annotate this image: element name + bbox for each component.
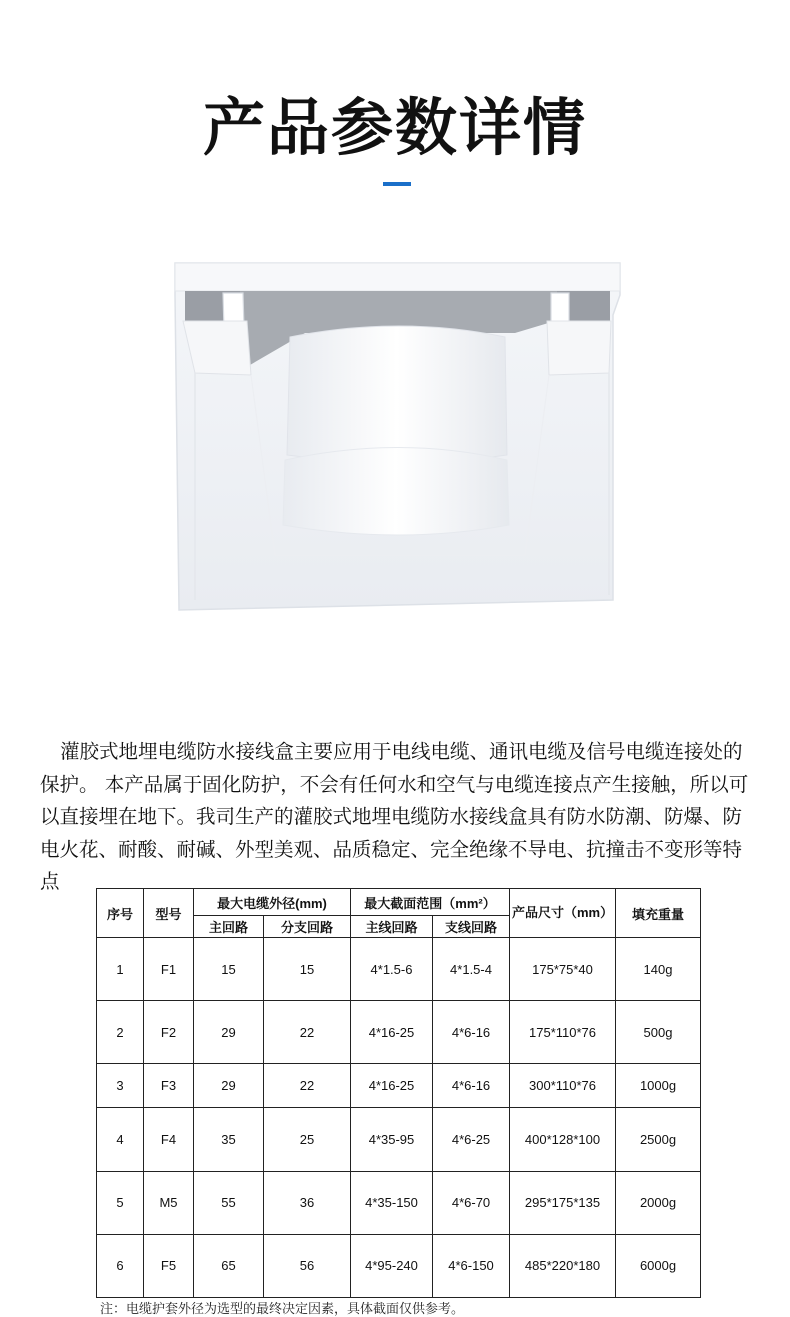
cell-model: F4 [144, 1108, 194, 1171]
product-description: 灌胶式地埋电缆防水接线盒主要应用于电线电缆、通讯电缆及信号电缆连接处的保护。 本产品属于固化防护，不会有任何水和空气与电缆连接点产生接触，所以可以直接埋在地下。我司生产的灌胶式地埋电缆防水接线盒具有防水防潮、防爆、防电火花、耐酸、耐碱、外型美观、品质稳定、完全绝缘不导电、抗撞击不变形等特点 [40, 740, 749, 893]
cell-weight: 500g [616, 1001, 701, 1064]
title-underline [383, 182, 411, 186]
cell-weight: 140g [616, 938, 701, 1001]
cell-branch-line: 4*6-150 [433, 1234, 510, 1297]
cell-model: F5 [144, 1234, 194, 1297]
cell-model: F3 [144, 1064, 194, 1108]
cell-index: 3 [97, 1064, 144, 1108]
cell-branch-line: 4*6-16 [433, 1064, 510, 1108]
header-max-section: 最大截面范围（mm²） [351, 889, 510, 916]
cell-weight: 6000g [616, 1234, 701, 1297]
cell-index: 2 [97, 1001, 144, 1064]
cell-index: 6 [97, 1234, 144, 1297]
cell-main: 65 [194, 1234, 264, 1297]
cell-main-line: 4*35-95 [351, 1108, 433, 1171]
cell-size: 300*110*76 [510, 1064, 616, 1108]
table-row [97, 1108, 701, 1171]
cell-branch: 36 [264, 1171, 351, 1234]
table-row [97, 1001, 701, 1064]
cell-main-line: 4*16-25 [351, 1001, 433, 1064]
cell-branch: 22 [264, 1064, 351, 1108]
cell-branch-line: 4*6-70 [433, 1171, 510, 1234]
cell-branch: 15 [264, 938, 351, 1001]
cell-branch: 56 [264, 1234, 351, 1297]
cell-model: M5 [144, 1171, 194, 1234]
cell-index: 4 [97, 1108, 144, 1171]
cell-model: F2 [144, 1001, 194, 1064]
cell-branch: 22 [264, 1001, 351, 1064]
spec-table [96, 888, 701, 1298]
cell-branch-line: 4*6-25 [433, 1108, 510, 1171]
junction-box-image [165, 255, 625, 620]
cell-main: 15 [194, 938, 264, 1001]
table-row [97, 938, 701, 1001]
cell-main: 29 [194, 1001, 264, 1064]
cell-size: 175*75*40 [510, 938, 616, 1001]
cell-index: 5 [97, 1171, 144, 1234]
cell-size: 175*110*76 [510, 1001, 616, 1064]
cell-weight: 1000g [616, 1064, 701, 1108]
cell-model: F1 [144, 938, 194, 1001]
cell-branch-line: 4*1.5-4 [433, 938, 510, 1001]
cell-main-line: 4*1.5-6 [351, 938, 433, 1001]
cell-main-line: 4*16-25 [351, 1064, 433, 1108]
header-main-line: 主线回路 [351, 916, 433, 938]
cell-weight: 2500g [616, 1108, 701, 1171]
cell-main-line: 4*35-150 [351, 1171, 433, 1234]
cell-main-line: 4*95-240 [351, 1234, 433, 1297]
cell-branch-line: 4*6-16 [433, 1001, 510, 1064]
table-row [97, 1064, 701, 1108]
cell-branch: 25 [264, 1108, 351, 1171]
cell-index: 1 [97, 938, 144, 1001]
header-branch-line: 支线回路 [433, 916, 510, 938]
cell-size: 485*220*180 [510, 1234, 616, 1297]
header-main-circuit: 主回路 [194, 916, 264, 938]
table-note: 注：电缆护套外径为选型的最终决定因素，具体截面仅供参考。 [100, 1302, 465, 1317]
cell-main: 29 [194, 1064, 264, 1108]
table-row [97, 1171, 701, 1234]
cell-weight: 2000g [616, 1171, 701, 1234]
cell-main: 55 [194, 1171, 264, 1234]
header-max-diameter: 最大电缆外径(mm) [194, 889, 351, 916]
cell-main: 35 [194, 1108, 264, 1171]
header-model: 型号 [144, 889, 194, 938]
table-row [97, 1234, 701, 1297]
page-title: 产品参数详情 [202, 91, 587, 164]
header-weight: 填充重量 [616, 889, 701, 938]
header-branch-circuit: 分支回路 [264, 916, 351, 938]
header-index: 序号 [97, 889, 144, 938]
cell-size: 400*128*100 [510, 1108, 616, 1171]
header-size: 产品尺寸（mm） [510, 889, 616, 938]
cell-size: 295*175*135 [510, 1171, 616, 1234]
